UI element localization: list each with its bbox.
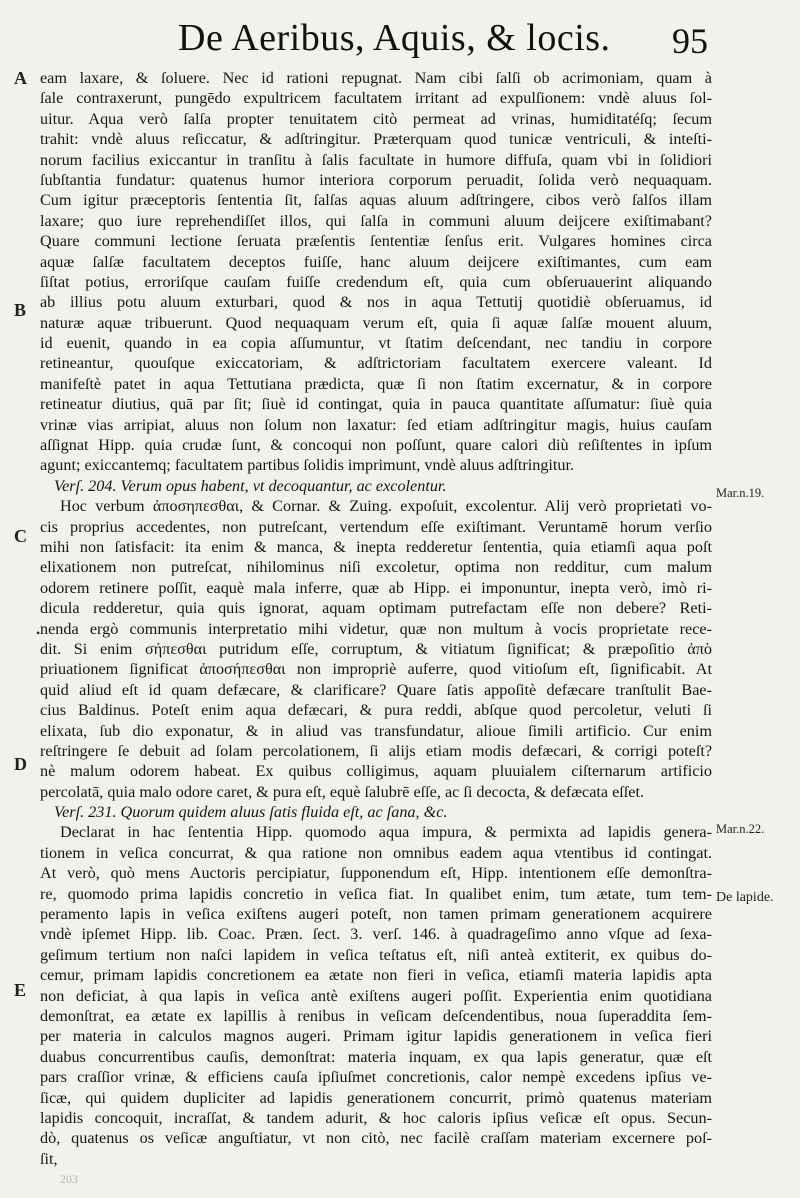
text-line: mihi non ſatisfacit: ita enim & manca, & inepta redderetur ſententia, quia etiamſi aqua poſt <box>40 537 712 556</box>
text-line: aſſignat Hipp. quia crudæ ſunt, & concoqui non poſſunt, quare calori diù reſiſtentes in ipſum <box>40 436 712 455</box>
text-line: quid aliud eſt id quam defæcare, & clarificare? Quare ſatis appoſitè defæcare tranſtulit Bae- <box>40 680 712 699</box>
body-text <box>40 68 712 1189</box>
text-line: elixationem non putreſcat, nihilominus niſi excoletur, optima non redditur, cum malum <box>40 558 712 577</box>
text-line: ſubſtantia fundatur: quatenus humor interiora corporum peruadit, ſolida verò nequaquam. <box>40 170 712 189</box>
section-marker-c: C <box>14 526 27 546</box>
text-line: naturæ aquæ tribuerunt. Quod nequaquam verum eſt, quia ſi aquæ ſalſæ mouent aluum, <box>40 313 712 332</box>
page-header <box>0 16 800 64</box>
text-line: vrinæ vias arripiat, aluus non ſolum non laxatur: ſed etiam adſtringitur magis, huius cauſam <box>40 415 712 434</box>
text-line: Cum igitur præceptoris ſententia ſit, ſalſas aquas aluum adſtringere, cibos verò ſalſos illam <box>40 191 712 210</box>
section-marker-b: B <box>14 300 27 320</box>
text-line: nè malum odorem habeat. Ex quibus colligimus, aquam pluuialem ciſternarum artificio <box>40 762 712 781</box>
margin-note-de-lapide: De lapide. <box>716 890 774 905</box>
text-line: norum facilius exiccantur in tranſitu à ſalis facultate in humore diffuſa, quam vbi in ſolidiori <box>40 150 712 169</box>
text-line: tionem in veſica concurrat, & qua ratione non omnibus eadem aqua vtentibus id contingat. <box>40 843 712 862</box>
section-marker-d: D <box>14 754 27 774</box>
margin-note-mar-22: Mar.n.22. <box>716 822 765 836</box>
verse-heading: Verſ. 231. Quorum quidem aluus ſatis fluida eſt, ac ſana, &c. <box>54 803 448 822</box>
text-line: dò, quatenus os veſicæ anguſtiatur, vt non citò, nec facilè craſſam materiam excernere poſ- <box>40 1129 712 1148</box>
text-line: ab illius potu aluum exturbari, quod & nos in aqua Tettutij quotidiè obſeruamus, id <box>40 293 712 312</box>
section-marker-a: A <box>14 68 27 88</box>
section-marker-e: E <box>14 980 27 1000</box>
bottom-mark: 203 <box>60 1172 78 1186</box>
text-line <box>40 1169 712 1189</box>
text-line: ſiſtat potius, erroriſque cauſam fuiſſe credendum eſt, quia cum obſeruauerint aliquando <box>40 272 712 291</box>
text-line: geſimum tertium non naſci lapidem in veſica teſtatus eſt, niſi anteà extiterit, ex quibus do- <box>40 945 712 964</box>
text-line: non deficiat, à qua lapis in veſica antè exiſtens augeri poſſit. Experientia enim quotidiana <box>40 986 712 1005</box>
text-line: id euenit, quando in ea copia aſſumuntur, vt ſtatim deſcendant, nec tandiu in corpore <box>40 334 712 353</box>
text-line: percolatā, quia malo odore caret, & pura eſt, equè ſalubrē eſſe, ac ſi decocta, & defæcata eſſet. <box>40 782 645 801</box>
text-line: retineatur diutius, quā par ſit; ſiuè id contingat, quia in pauca quantitate aſſumatur: ſiuè quia <box>40 395 712 414</box>
text-line: re, quomodo prima lapidis concretio in veſica fiat. In qualibet enim, tum ætate, tum tem- <box>40 884 712 903</box>
text-line: cis proprius accedentes, non putreſcant, vertendum eſſe exiſtimant. Veruntamē horum verſio <box>40 517 712 536</box>
text-line: eam laxare, & ſoluere. Nec id rationi repugnat. Nam cibi ſalſi ob acrimoniam, quam à <box>40 69 712 87</box>
text-line: duabus concurrentibus cauſis, demonſtrat: materia inquam, ex qua lapis generatur, quæ eſt <box>40 1047 712 1066</box>
text-line: agunt; exiccantemq; facultatem partibus ſolidis imprimunt, vndè aluus adſtringitur. <box>40 456 575 475</box>
text-line: odorem retinere poſſit, eaquè mala inferre, quæ ab Hipp. ei imponuntur, inepta verò, imò ri- <box>40 578 712 597</box>
text-line: Declarat in hac ſententia Hipp. quomodo aqua impura, & permixta ad lapidis genera- <box>60 823 712 842</box>
text-line: reſtringere ſe debuit ad ſolam percolationem, ſi alijs etiam modis defæcari, & corrigi poteſt? <box>40 741 712 760</box>
text-line: cemur, primam lapidis concretionem ea ætate non fieri in veſica, etiamſi materia lapidis apta <box>40 966 712 985</box>
text-line: lapidis concoquit, incraſſat, & tandem adurit, & hoc caloris ipſius veſicæ eſt opus. Secun- <box>40 1108 712 1127</box>
text-line: cius Baldinus. Poteſt enim aqua defæcari, & pura reddi, abſque quod percoletur, veluti ſi <box>40 701 712 720</box>
text-line: per materia in calculos magnos augeri. Primam igitur lapidis generationem in veſica fieri <box>40 1027 712 1046</box>
page-number: 95 <box>672 21 708 61</box>
text-line: ſale contraxerunt, pungēdo expultricem facultatem irritant ad expulſionem: vndè aluus ſol- <box>40 89 712 108</box>
text-line: At verò, quò mens Auctoris percipiatur, ſupponendum eſt, Hipp. intentionem eſſe demonſtra- <box>40 864 712 883</box>
text-line: aquæ ſalſæ facultatem deceptos fuiſſe, hanc aluum deijcere exiſtimantes, cum eam <box>40 252 712 271</box>
text-line: retineantur, quouſque exiccatoriam, & adſtrictoriam facultatem exercere valeant. Id <box>40 354 712 373</box>
text-line: nenda ergò communis interpretatio mihi videtur, quæ non multum à vocis proprietate rece- <box>40 619 712 638</box>
text-line: dit. Si enim σήπεσθαι putridum eſſe, corruptum, & vitiatum ſignificat; & præpoſitio ἀπὸ <box>40 639 712 658</box>
text-line: demonſtrat, ea ætate ex lapillis à renibus in veſicam deſcendentibus, noua ſuperaddita ſem- <box>40 1006 712 1025</box>
text-line: Hoc verbum ἀποσηπεσθαι, & Cornar. & Zuing. expoſuit, excolentur. Alij verò proprietati vo- <box>60 497 712 516</box>
margin-note-mar-19: Mar.n.19. <box>716 486 765 500</box>
verse-heading: Verſ. 204. Verum opus habent, vt decoquantur, ac excolentur. <box>54 476 447 495</box>
text-line: dicula redderetur, quia quis ignorat, aquam optimam putrefactam eſſe non debere? Reti- <box>40 599 712 618</box>
text-line: elixata, ſub dio exponatur, & in aliud vas transfundatur, alioue ſimili artificio. Cur enim <box>40 721 712 740</box>
text-line: ſicæ, qui quidem dupliciter ad lapidis generationem concurrit, primò quatenus materiam <box>40 1088 712 1107</box>
text-line: Quare communi lectione ſeruata præſentis ſententiæ ſenſus erit. Vulgares homines circa <box>40 232 712 251</box>
text-line: peramento lapis in veſica exiſtens augeri poteſt, non tamen primam generationem acquirere <box>40 905 712 924</box>
text-line: laxare; quo iure reprehendiſſet illos, qui ſalſa in communi aluum deijcere exiſtimabant? <box>40 211 712 230</box>
text-line: uitur. Aqua verò ſalſa propter tenuitatem citò permeat ad vrinas, humiditatéſq; ſecum <box>40 109 712 128</box>
text-line: manifeſtè patet in aqua Tettutiana prædicta, quæ ſi non ſtatim excernatur, & in corpore <box>40 374 712 393</box>
margin-dot: • <box>36 626 41 640</box>
text-line: priuationem ſignificat ἀποσήπεσθαι non impropriè auferre, quod vitioſum eſt, ſignificabit. At <box>40 660 712 679</box>
text-line: vndè ipſemet Hipp. lib. Coac. Præn. ſect. 3. verſ. 146. à quadrageſimo anno vſque ad ſexa- <box>40 925 712 944</box>
text-line: trahit: vndè aluus reſiccatur, & adſtringitur. Præterquam quod tunicæ ventriculi, & inteſti- <box>40 130 712 149</box>
text-line: ſit, <box>40 1149 58 1168</box>
running-title: De Aeribus, Aquis, & locis. <box>178 17 611 59</box>
text-line: pars craſſior vrinæ, & efficiens cauſa ipſiuſmet concretionis, calor nempè excedens ipſius ve- <box>40 1068 712 1087</box>
